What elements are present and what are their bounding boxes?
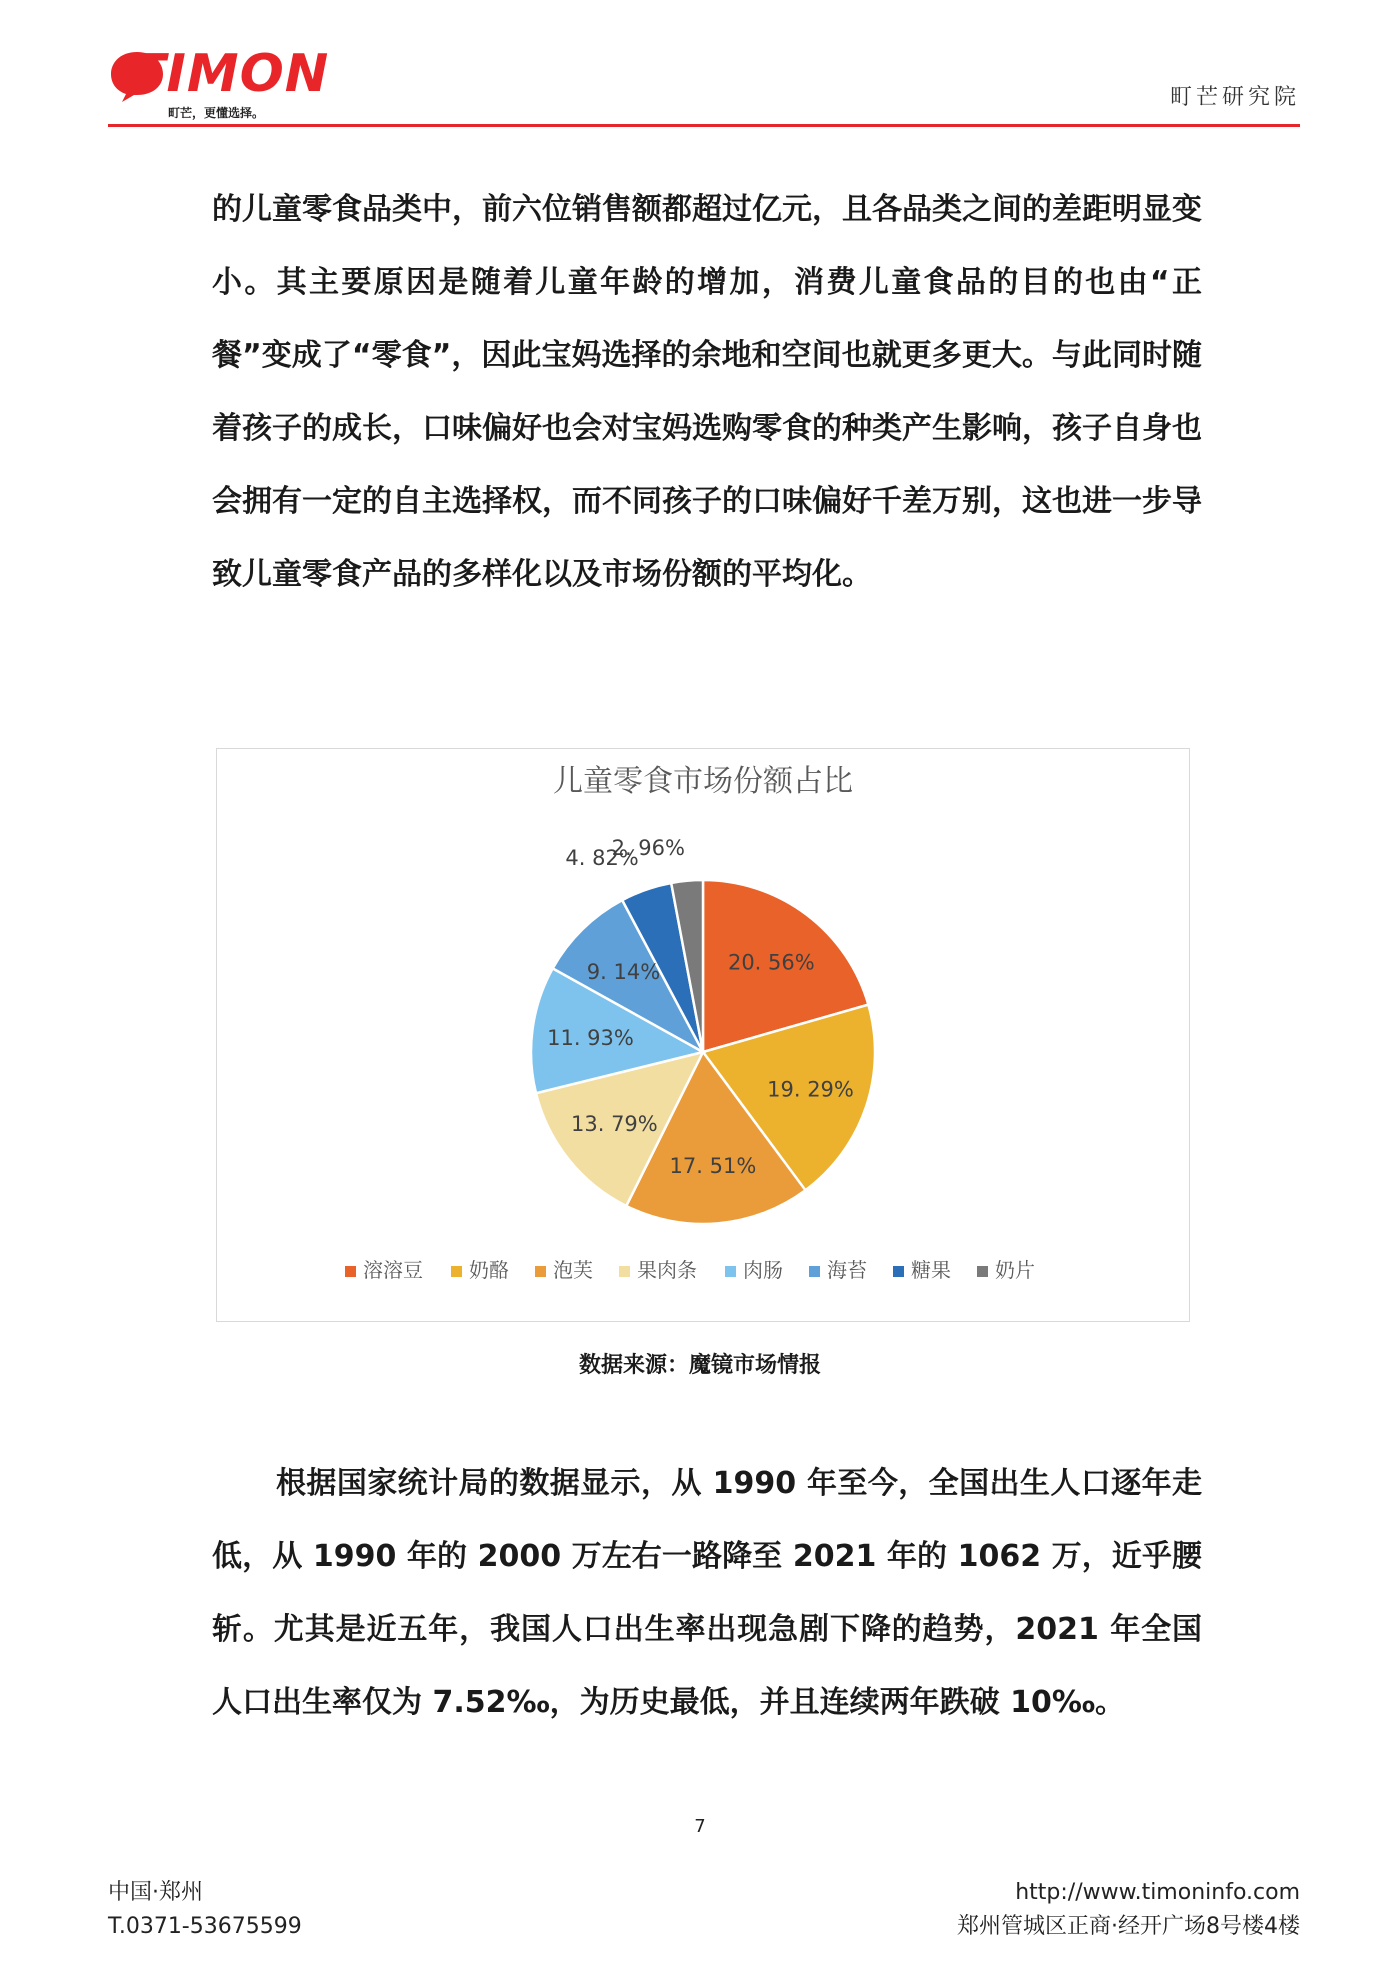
- pie-data-label: 13. 79%: [571, 1111, 658, 1136]
- footer-address: 郑州管城区正商·经开广场8号楼4楼: [957, 1914, 1300, 1939]
- legend-label: 肉肠: [743, 1258, 783, 1282]
- pie-data-label: 9. 14%: [586, 959, 661, 984]
- pie-data-label: 20. 56%: [727, 950, 815, 975]
- legend-label: 奶酪: [469, 1258, 509, 1282]
- pie-data-label: 2. 96%: [611, 835, 685, 860]
- footer-location: 中国·郑州: [108, 1880, 203, 1905]
- footer-left: [108, 1876, 302, 1944]
- legend-label: 溶溶豆: [363, 1258, 423, 1282]
- legend-label: 糖果: [911, 1258, 951, 1282]
- legend-label: 奶片: [995, 1258, 1035, 1282]
- legend-swatch: [977, 1266, 988, 1277]
- legend-swatch: [809, 1266, 820, 1277]
- header-divider: [108, 124, 1300, 127]
- pie-data-label: 17. 51%: [669, 1154, 757, 1179]
- paragraph-1: 的儿童零食品类中，前六位销售额都超过亿元，且各品类之间的差距明显变小。其主要原因是随着儿童年龄的增加，消费儿童食品的目的也由“正餐”变成了“零食”，因此宝妈选择的余地和空间也就更多更大。与此同时随着孩子的成长，口味偏好也会对宝妈选购零食的种类产生影响，孩子自身也会拥有一定的自主选择权，而不同孩子的口味偏好千差万别，这也进一步导致儿童零食产品的多样化以及市场份额的平均化。: [212, 192, 1202, 592]
- legend-label: 海苔: [827, 1258, 867, 1282]
- pie-chart: [216, 748, 1190, 1322]
- footer-phone: T.0371-53675599: [108, 1914, 302, 1939]
- legend-swatch: [893, 1266, 904, 1277]
- legend-swatch: [725, 1266, 736, 1277]
- legend-swatch: [619, 1266, 630, 1277]
- legend-label: 果肉条: [637, 1258, 697, 1282]
- legend-label: 泡芙: [553, 1258, 593, 1282]
- pie-data-label: 11. 93%: [547, 1025, 634, 1050]
- footer-right: [957, 1876, 1300, 1944]
- pie-chart-svg: [217, 749, 1189, 1321]
- chart-source: 数据来源：魔镜市场情报: [578, 1353, 821, 1378]
- pie-data-label: 4. 82%: [565, 845, 639, 870]
- timon-logo: [108, 44, 330, 120]
- logo-wordmark: TIMON: [130, 44, 330, 104]
- page-header: [108, 40, 1300, 128]
- pie-data-label: 19. 29%: [767, 1077, 854, 1102]
- legend-swatch: [345, 1266, 356, 1277]
- chart-title: 儿童零食市场份额占比: [553, 764, 853, 799]
- legend-swatch: [535, 1266, 546, 1277]
- institute-name: 町芒研究院: [1169, 85, 1300, 110]
- footer-url[interactable]: http://www.timoninfo.com: [1015, 1880, 1300, 1905]
- page-number: 7: [694, 1816, 706, 1837]
- logo-slogan: 町芒，更懂选择。: [168, 106, 265, 120]
- legend-swatch: [451, 1266, 462, 1277]
- paragraph-2: 根据国家统计局的数据显示，从 1990 年至今，全国出生人口逐年走低，从 1990 年的 2000 万左右一路降至 2021 年的 1062 万，近乎腰斩。尤其是近五年，我国人口出生率出现急剧下降的趋势，2021 年全国人口出生率仅为 7.52‰，为历史最低，并且连续两年跌破 10‰。: [212, 1466, 1202, 1720]
